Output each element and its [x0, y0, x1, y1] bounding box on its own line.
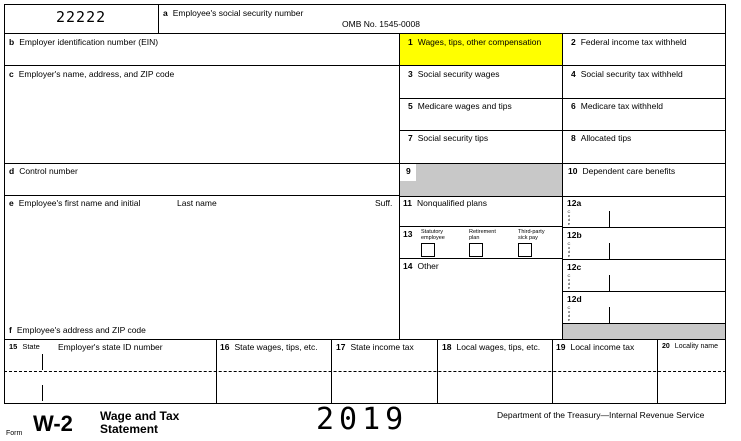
box-c-label: c Employer's name, address, and ZIP code	[9, 69, 175, 79]
box-6-label: 6 Medicare tax withheld	[571, 101, 663, 111]
third-party-sick-pay-checkbox[interactable]	[518, 243, 532, 257]
box-12a-code: Code	[567, 209, 571, 226]
box-4-label: 4 Social security tax withheld	[571, 69, 683, 79]
box-e-label: e Employee's first name and initial	[9, 198, 141, 208]
box-12c-code: Code	[567, 273, 571, 290]
retirement-plan-checkbox[interactable]	[469, 243, 483, 257]
box-d-label: d Control number	[9, 166, 78, 176]
box-1-label: 1 Wages, tips, other compensation	[408, 37, 542, 47]
box-13-thirdparty-label: Third-party sick pay	[518, 229, 545, 241]
box-11-label: 11 Nonqualified plans	[403, 198, 487, 208]
box-12-shade	[562, 324, 726, 339]
omb-number: OMB No. 1545-0008	[342, 19, 420, 29]
box-8-label: 8 Allocated tips	[571, 133, 632, 143]
box-2-label: 2 Federal income tax withheld	[571, 37, 687, 47]
box-16-label: 16 State wages, tips, etc.	[220, 342, 318, 352]
box-e-suffix: Suff.	[375, 198, 393, 208]
box-9-shade	[416, 163, 562, 196]
box-b-label: b Employer identification number (EIN)	[9, 37, 159, 47]
box-f-label: f Employee's address and ZIP code	[9, 325, 146, 335]
box-5-label: 5 Medicare wages and tips	[408, 101, 512, 111]
box-20-label: 20 Locality name	[662, 343, 718, 350]
box-12d-code: Code	[567, 305, 571, 322]
box-13-number: 13	[403, 229, 413, 239]
box-15-label: 15 State	[9, 342, 40, 351]
box-12b-code: Code	[567, 241, 571, 258]
form-title-line1: Wage and Tax	[100, 409, 180, 423]
form-name: W-2	[33, 411, 73, 436]
box-19-label: 19 Local income tax	[556, 342, 635, 352]
box-13-statutory-label: Statutory employee	[421, 229, 445, 241]
box-13-retirement-label: Retirement plan	[469, 229, 496, 241]
form-word: Form	[6, 430, 23, 437]
box-10-label: 10 Dependent care benefits	[568, 166, 676, 176]
statutory-employee-checkbox[interactable]	[421, 243, 435, 257]
box-12c-label: 12c	[567, 262, 582, 272]
box-12a-label: 12a	[567, 198, 582, 208]
control-number-code: 22222	[56, 8, 107, 26]
box-17-label: 17 State income tax	[336, 342, 414, 352]
box-9-label: 9	[406, 166, 411, 176]
box-e-last-name: Last name	[177, 198, 217, 208]
box-7-label: 7 Social security tips	[408, 133, 489, 143]
box-a-label: a Employee's social security number	[163, 8, 304, 18]
department-name: Department of the Treasury—Internal Revenue Service	[497, 410, 705, 420]
tax-year: 2019	[316, 402, 409, 437]
box-12d-label: 12d	[567, 294, 582, 304]
box-18-label: 18 Local wages, tips, etc.	[442, 342, 541, 352]
box-12b-label: 12b	[567, 230, 582, 240]
box-3-label: 3 Social security wages	[408, 69, 500, 79]
box-9-shade-lower	[399, 181, 416, 196]
box-14-label: 14 Other	[403, 261, 439, 271]
box-15-state-id-label: Employer's state ID number	[58, 342, 163, 352]
form-title-line2: Statement	[100, 422, 159, 436]
